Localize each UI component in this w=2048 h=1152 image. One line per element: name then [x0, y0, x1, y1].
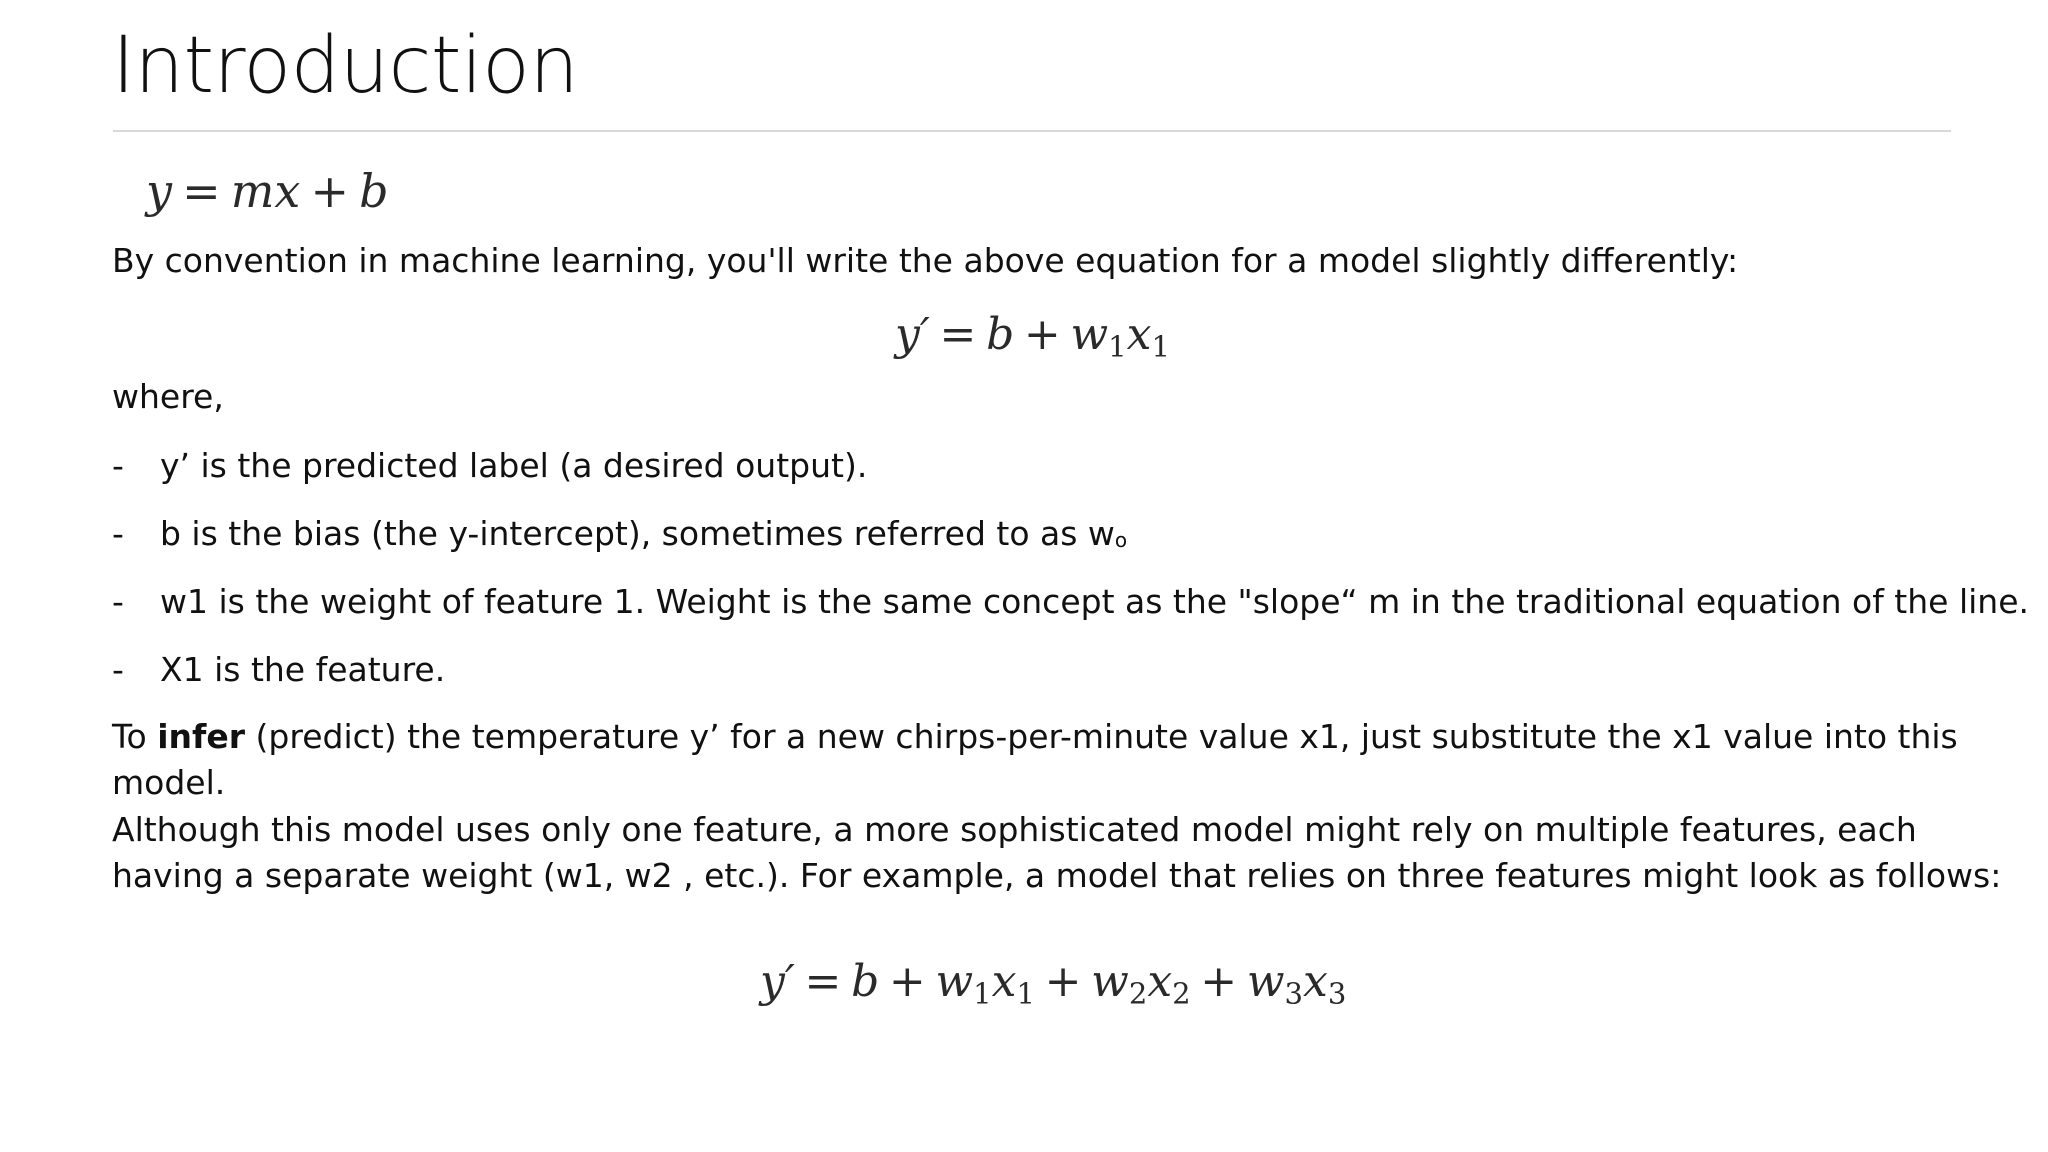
infer-paragraph	[112, 714, 1958, 806]
equation-line	[146, 164, 389, 218]
bullet-dash: -	[112, 446, 124, 485]
bullet-item	[112, 647, 445, 693]
eq3-sub: 2	[1128, 976, 1148, 1011]
eq3-equals: =	[804, 956, 842, 1007]
bullet-text: w1 is the weight of feature 1. Weight is the same concept as the "slope“ m in the traditional equation of the line.	[160, 582, 2029, 621]
eq2-equals: =	[939, 309, 977, 360]
eq2-x-sub: 1	[1151, 329, 1170, 364]
equation-model	[895, 309, 1170, 364]
eq1-plus: +	[310, 164, 349, 218]
bullet-item	[112, 579, 2029, 625]
eq3-x: x	[991, 956, 1017, 1007]
infer-bold: infer	[157, 717, 246, 756]
eq2-x: x	[1126, 309, 1152, 360]
eq3-b: b	[851, 956, 880, 1007]
although-paragraph	[112, 807, 2001, 899]
bullet-dash: -	[112, 514, 124, 553]
eq2-b: b	[986, 309, 1015, 360]
infer-before: To	[112, 717, 158, 756]
eq3-lhs: y′	[760, 956, 795, 1007]
although-line2: having a separate weight (w1, w2 , etc.). For example, a model that relies on three features might look as follows:	[112, 856, 2002, 895]
eq3-w: w	[935, 956, 974, 1007]
bullet-text: b is the bias (the y-intercept), sometimes referred to as w	[160, 514, 1115, 553]
although-line1: Although this model uses only one feature, a more sophisticated model might rely on multiple features, each	[112, 810, 1917, 849]
bullet-subscript: o	[1114, 528, 1128, 552]
eq2-w-sub: 1	[1108, 329, 1127, 364]
eq1-x: x	[274, 164, 301, 218]
eq3-w: w	[1246, 956, 1285, 1007]
bullet-text: X1 is the feature.	[160, 650, 446, 689]
eq3-x: x	[1303, 956, 1328, 1007]
eq2-w: w	[1070, 309, 1109, 360]
eq3-plus: +	[1044, 956, 1082, 1007]
eq3-x: x	[1147, 956, 1173, 1007]
eq1-b: b	[359, 164, 389, 218]
eq3-sub: 2	[1172, 976, 1191, 1011]
infer-after: (predict) the temperature y’ for a new chirps-per-minute value x1, just substitute the x1 value into this	[245, 717, 1958, 756]
eq2-lhs: y′	[895, 309, 930, 360]
eq3-plus: +	[1200, 956, 1238, 1007]
bullet-item	[112, 443, 867, 489]
eq3-w: w	[1091, 956, 1129, 1007]
eq3-sub: 3	[1327, 976, 1347, 1011]
eq1-m: m	[230, 164, 275, 218]
equation-multi-feature	[760, 956, 1347, 1011]
infer-line2: model.	[112, 763, 226, 802]
bullet-dash: -	[112, 650, 124, 689]
bullet-dash: -	[112, 582, 124, 621]
eq1-y: y	[146, 164, 172, 218]
bullet-text: y’ is the predicted label (a desired output).	[160, 446, 868, 485]
eq1-equals: =	[182, 164, 221, 218]
title-divider	[113, 130, 1951, 132]
eq2-plus: +	[1023, 309, 1061, 360]
eq3-sub: 1	[1016, 976, 1035, 1011]
eq3-sub: 3	[1284, 976, 1303, 1011]
where-label: where,	[112, 377, 224, 416]
eq3-plus: +	[888, 956, 926, 1007]
slide-title: Introduction	[112, 21, 579, 111]
eq3-sub: 1	[973, 976, 992, 1011]
intro-paragraph: By convention in machine learning, you'll write the above equation for a model slightly differently:	[112, 241, 1739, 280]
bullet-item	[112, 511, 1127, 563]
